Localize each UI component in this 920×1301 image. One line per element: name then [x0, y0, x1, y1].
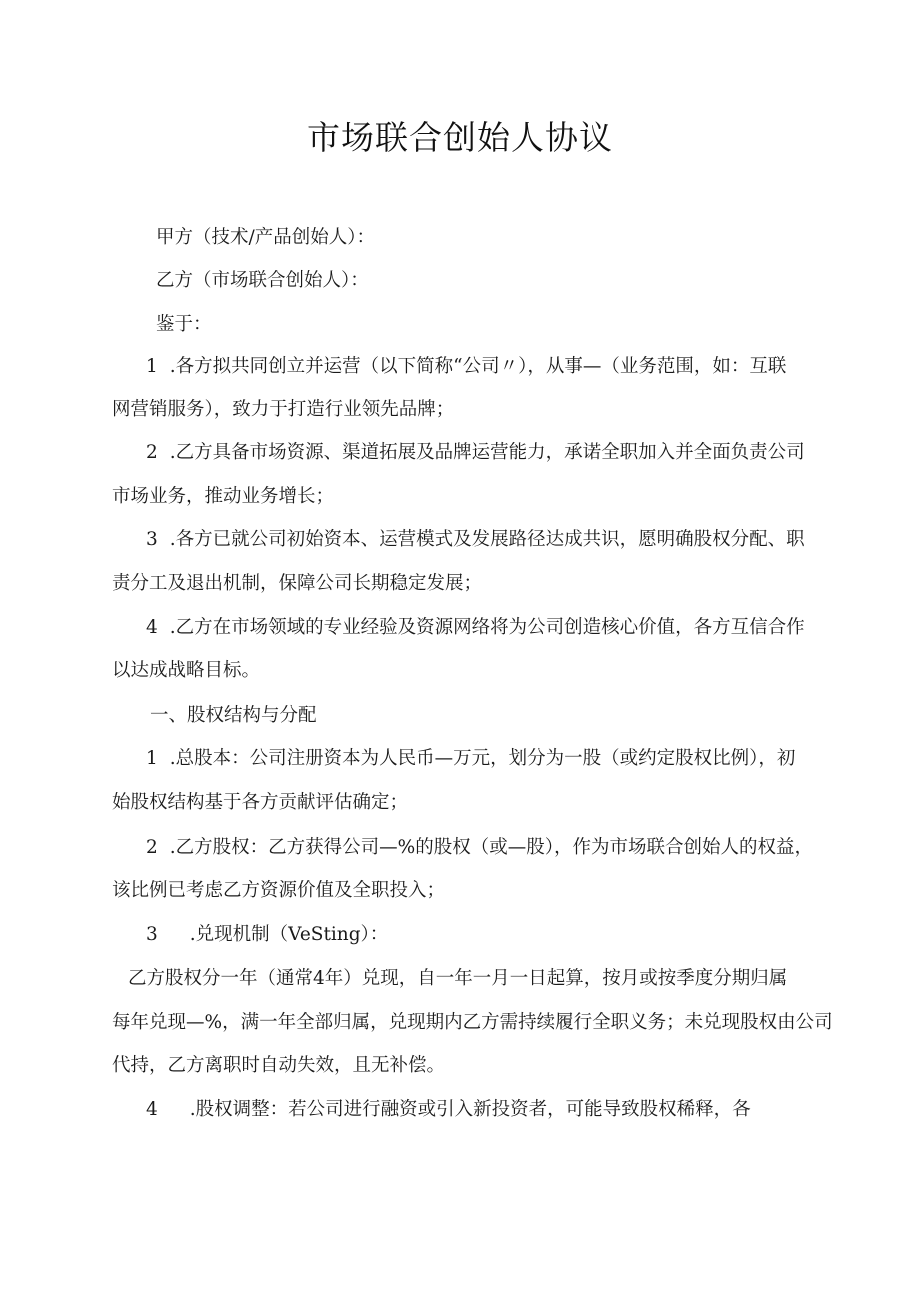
- vesting-line-2: 每年兑现—%，满一年全部归属，兑现期内乙方需持续履行全职义务；未兑现股权由公司: [112, 1012, 833, 1033]
- recital-text: .乙方具备市场资源、渠道拓展及品牌运营能力，承诺全职加入并全面负责公司: [169, 442, 805, 463]
- recital-text: .各方拟共同创立并运营（以下简称“公司〃），从事—（业务范围，如：互联: [169, 356, 787, 377]
- recital-text: .乙方在市场领域的专业经验及资源网络将为公司创造核心价值，各方互信合作: [169, 617, 805, 638]
- recital-1-line-2: 网营销服务），致力于打造行业领先品牌；: [112, 399, 455, 420]
- section-1-item-3-heading: [146, 922, 388, 948]
- section-1-heading: 一、股权结构与分配: [150, 705, 317, 726]
- recital-1-line-1: [146, 354, 786, 380]
- section-1-item-2-line-1: [146, 835, 813, 861]
- recital-number: 2: [146, 442, 158, 463]
- recital-number: 4: [146, 617, 158, 638]
- party-b-line: 乙方（市场联合创始人）：: [156, 270, 369, 291]
- recital-4-line-1: [146, 615, 805, 641]
- item-number: 1: [146, 748, 158, 769]
- item-number: 3: [146, 924, 158, 945]
- party-a-line: 甲方（技术/产品创始人）：: [156, 227, 375, 248]
- item-text: .兑现机制（VeSting）：: [189, 924, 389, 945]
- item-number: 2: [146, 837, 158, 858]
- vesting-line-1: 乙方股权分一年（通常4年）兑现，自一年一月一日起算，按月或按季度分期归属: [128, 968, 788, 989]
- section-1-item-1-line-2: 始股权结构基于各方贡献评估确定；: [112, 792, 409, 813]
- item-text: .总股本：公司注册资本为人民币—万元，划分为一股（或约定股权比例），初: [169, 748, 796, 769]
- item-text: .股权调整：若公司进行融资或引入新投资者，可能导致股权稀释，各: [189, 1099, 751, 1120]
- section-1-item-1-line-1: [146, 746, 795, 772]
- vesting-line-3: 代持，乙方离职时自动失效，且无补偿。: [112, 1055, 446, 1076]
- section-1-item-2-line-2: 该比例已考虑乙方资源价值及全职投入；: [112, 880, 446, 901]
- recital-2-line-2: 市场业务，推动业务增长；: [112, 486, 335, 507]
- recital-3-line-2: 责分工及退出机制，保障公司长期稳定发展；: [112, 573, 483, 594]
- recital-2-line-1: [146, 440, 805, 466]
- item-number: 4: [146, 1099, 158, 1120]
- recital-4-line-2: 以达成战略目标。: [112, 660, 261, 681]
- section-1-item-4-line-1: [146, 1097, 751, 1123]
- recital-text: .各方已就公司初始资本、运营模式及发展路径达成共识，愿明确股权分配、职: [169, 529, 805, 550]
- recital-number: 1: [146, 356, 158, 377]
- whereas-label: 鉴于：: [156, 314, 212, 335]
- recital-number: 3: [146, 529, 158, 550]
- recital-3-line-1: [146, 527, 805, 553]
- item-text: .乙方股权：乙方获得公司—%的股权（或—股），作为市场联合创始人的权益，: [169, 837, 813, 858]
- document-title: 市场联合创始人协议: [307, 118, 613, 157]
